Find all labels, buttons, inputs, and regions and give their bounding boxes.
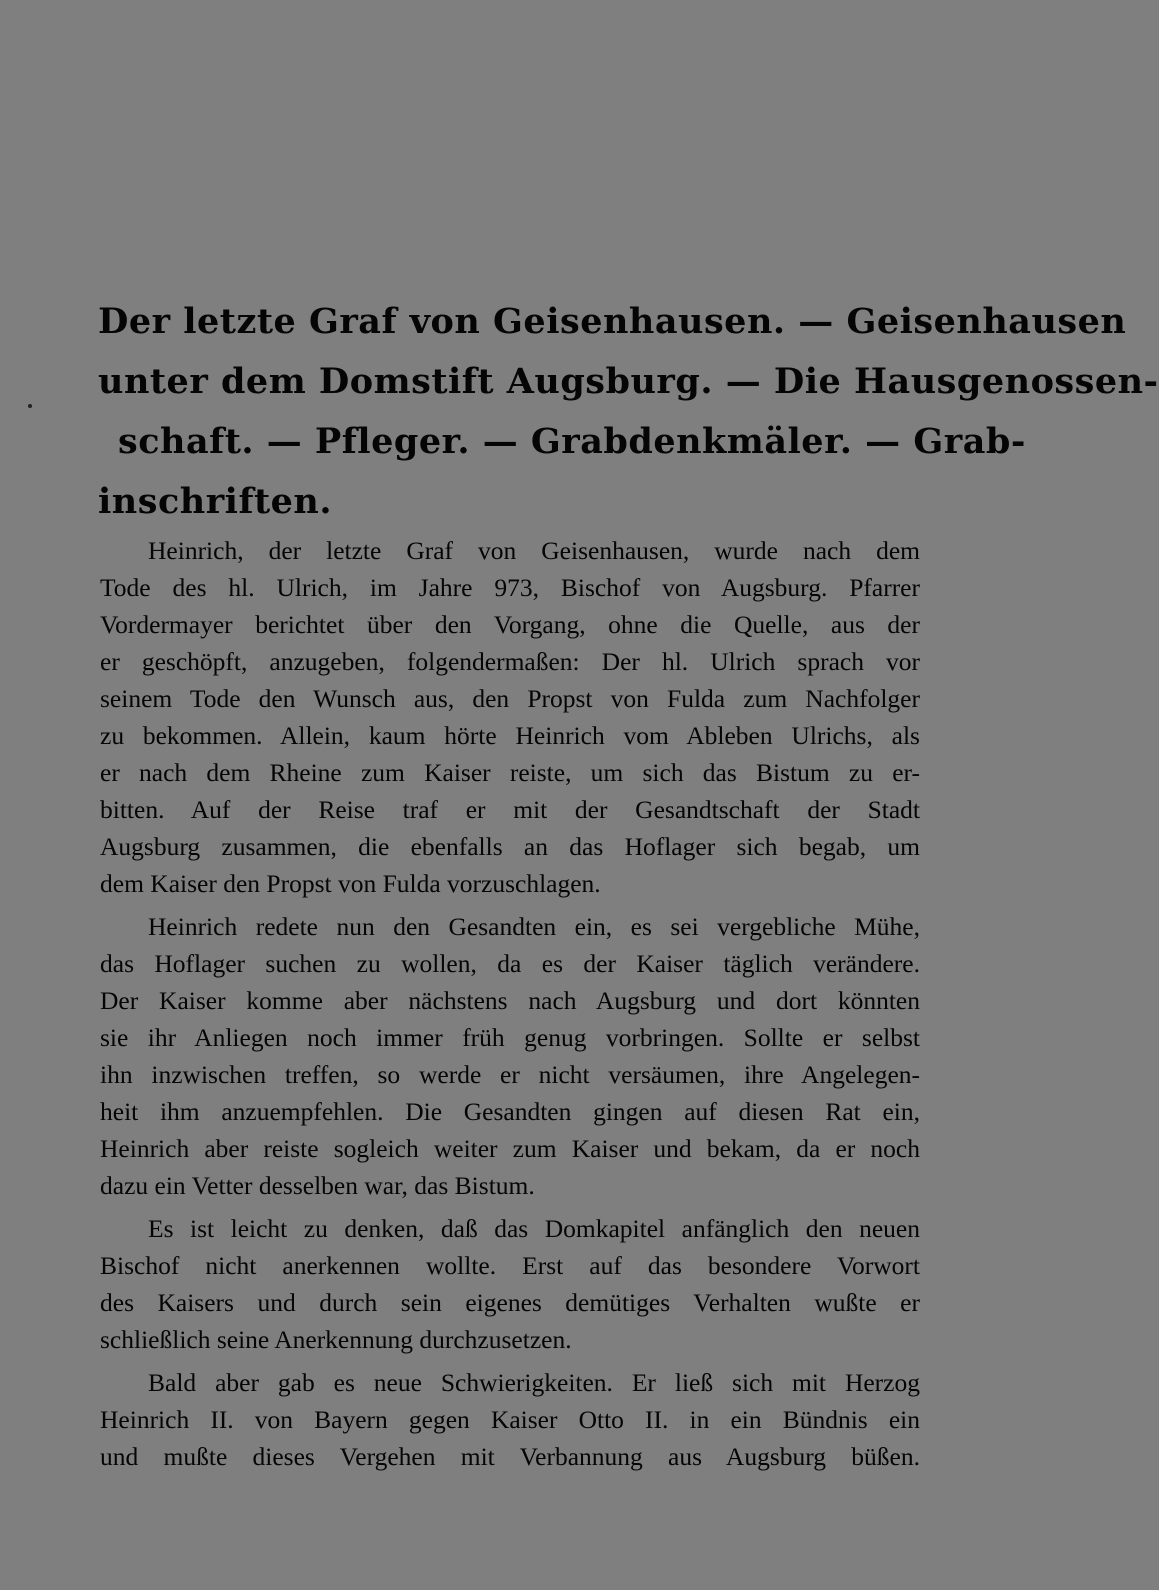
text-line: Der Kaiser komme aber nächstens nach Augsburg und dort könnten: [100, 986, 920, 1015]
text-line: heit ihm anzuempfehlen. Die Gesandten gingen auf diesen Rat ein,: [100, 1097, 920, 1126]
ink-speck: [28, 404, 32, 408]
text-line: des Kaisers und durch sein eigenes demütiges Verhalten wußte er: [100, 1288, 920, 1317]
heading-line: unter dem Domstift Augsburg. — Die Hausgenossen-: [98, 361, 1159, 402]
text-line: er geschöpft, anzugeben, folgendermaßen: Der hl. Ulrich sprach vor: [100, 647, 920, 676]
heading-line: inschriften.: [98, 481, 333, 522]
text-line: Heinrich redete nun den Gesandten ein, es sei vergebliche Mühe,: [148, 912, 920, 941]
text-line: Augsburg zusammen, die ebenfalls an das Hoflager sich begab, um: [100, 832, 920, 861]
text-line: Heinrich aber reiste sogleich weiter zum Kaiser und bekam, da er noch: [100, 1134, 920, 1163]
text-line: Vordermayer berichtet über den Vorgang, ohne die Quelle, aus der: [100, 610, 920, 639]
heading-line: Der letzte Graf von Geisenhausen. — Geisenhausen: [98, 301, 1127, 342]
text-line: sie ihr Anliegen noch immer früh genug vorbringen. Sollte er selbst: [100, 1023, 920, 1052]
text-line: schließlich seine Anerkennung durchzusetzen.: [100, 1325, 572, 1354]
text-line: dazu ein Vetter desselben war, das Bistum.: [100, 1171, 535, 1200]
text-line: er nach dem Rheine zum Kaiser reiste, um sich das Bistum zu er-: [100, 758, 920, 787]
text-line: das Hoflager suchen zu wollen, da es der Kaiser täglich verändere.: [100, 949, 920, 978]
chapter-heading: [98, 292, 1159, 532]
text-line: Es ist leicht zu denken, daß das Domkapitel anfänglich den neuen: [148, 1214, 920, 1243]
text-line: Heinrich, der letzte Graf von Geisenhausen, wurde nach dem: [148, 536, 920, 565]
text-line: bitten. Auf der Reise traf er mit der Gesandtschaft der Stadt: [100, 795, 920, 824]
body-text: [100, 532, 920, 1481]
heading-line: schaft. — Pfleger. — Grabdenkmäler. — Grab-: [118, 421, 1026, 462]
text-line: dem Kaiser den Propst von Fulda vorzuschlagen.: [100, 869, 601, 898]
text-line: und mußte dieses Vergehen mit Verbannung aus Augsburg büßen.: [100, 1442, 920, 1471]
paragraph: [100, 1210, 920, 1358]
text-line: Tode des hl. Ulrich, im Jahre 973, Bischof von Augsburg. Pfarrer: [100, 573, 920, 602]
paragraph: [100, 532, 920, 902]
text-line: Bischof nicht anerkennen wollte. Erst auf das besondere Vorwort: [100, 1251, 920, 1280]
text-line: seinem Tode den Wunsch aus, den Propst von Fulda zum Nachfolger: [100, 684, 920, 713]
text-line: Heinrich II. von Bayern gegen Kaiser Otto II. in ein Bündnis ein: [100, 1405, 920, 1434]
text-line: zu bekommen. Allein, kaum hörte Heinrich vom Ableben Ulrichs, als: [100, 721, 920, 750]
text-line: Bald aber gab es neue Schwierigkeiten. Er ließ sich mit Herzog: [148, 1368, 920, 1397]
paragraph: [100, 908, 920, 1204]
paragraph: [100, 1364, 920, 1475]
text-line: ihn inzwischen treffen, so werde er nicht versäumen, ihre Angelegen-: [100, 1060, 920, 1089]
